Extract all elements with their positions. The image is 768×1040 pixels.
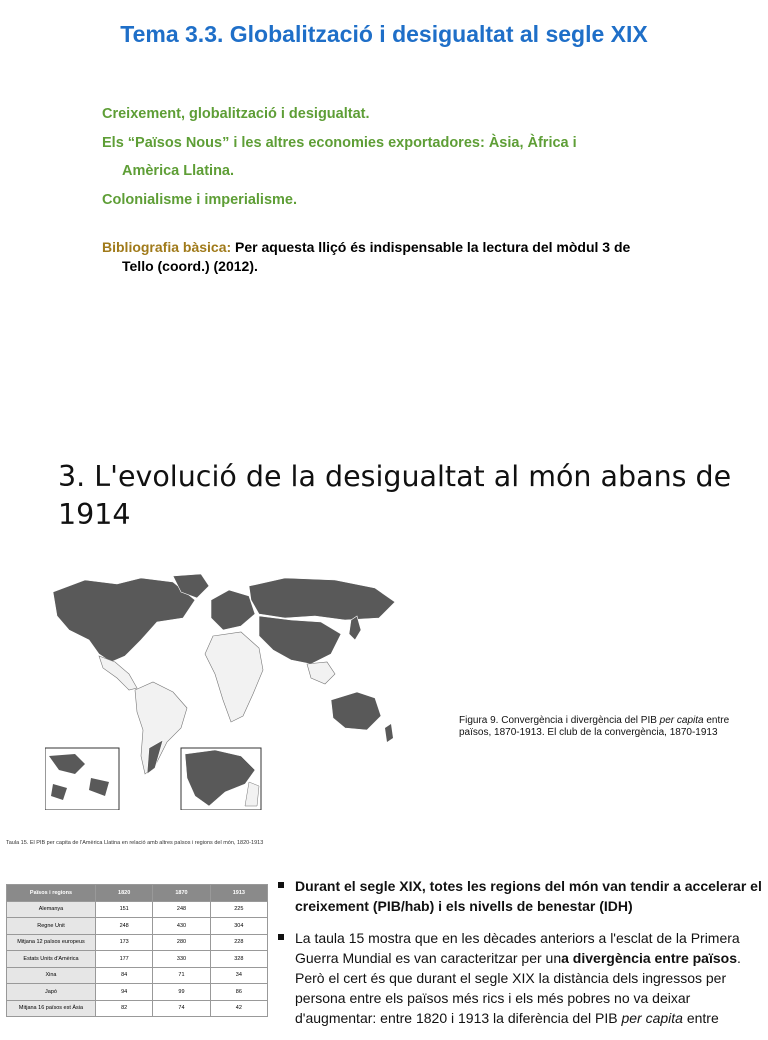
- table-cell: Regne Unit: [7, 918, 96, 935]
- table-cell: 84: [96, 967, 153, 984]
- table-cell: 177: [96, 951, 153, 968]
- table-cell: Alemanya: [7, 901, 96, 918]
- bullet-item-2: [278, 928, 766, 1028]
- gdp-table: [6, 884, 268, 1017]
- bullet-list: [278, 876, 766, 1028]
- bullet-2-text-c: . Però el cert és que durant el segle XIX la distància dels ingressos per persona entre els països més rics i els més pobres no va deixar d'augmentar: entre 1820 i 1913 la diferència del PIB: [295, 950, 741, 1026]
- table-cell: 430: [153, 918, 210, 935]
- bibliography-label: Bibliografia bàsica:: [102, 239, 232, 255]
- slide-body-text: [278, 876, 766, 1040]
- table-cell: 328: [210, 951, 267, 968]
- caption-text-post: entre països, 1870-1913. El club de la convergència, 1870-1913: [459, 715, 730, 738]
- table-cell: 82: [96, 1000, 153, 1017]
- topic-item-1: Creixement, globalització i desigualtat.: [102, 106, 370, 122]
- table-cell: 74: [153, 1000, 210, 1017]
- bullet-2-text-em: per capita: [621, 1010, 683, 1026]
- table-cell: 225: [210, 901, 267, 918]
- bibliography-text-line2: Tello (coord.) (2012).: [122, 258, 258, 274]
- topic-item-2: [102, 133, 702, 181]
- table-cell: 34: [210, 967, 267, 984]
- table-header-cell: 1870: [153, 885, 210, 902]
- topic-item-2-line1: Els “Països Nous” i les altres economies exportadores: Àsia, Àfrica i: [102, 135, 577, 151]
- table-cell: 173: [96, 934, 153, 951]
- slide-title: Tema 3.3. Globalització i desigualtat al segle XIX: [120, 21, 648, 47]
- section-title: 3. L'evolució de la desigualtat al món abans de 1914: [58, 460, 732, 531]
- table-cell: 280: [153, 934, 210, 951]
- bibliography: [102, 238, 702, 276]
- bullet-1-text: Durant el segle XIX, totes les regions del món van tendir a accelerar el creixement (PIB/hab) i els nivells de benestar (IDH): [295, 878, 762, 914]
- world-convergence-map: [45, 570, 401, 810]
- table-cell: Estats Units d'Amèrica: [7, 951, 96, 968]
- table-row: [7, 901, 268, 918]
- table-header-cell: 1913: [210, 885, 267, 902]
- bullet-2-text-a: La taula 15 mostra que en les dècades anteriors a l'esclat de la Primera Guerra Mundial es van caracteritzar per un: [295, 930, 740, 966]
- table-row: [7, 984, 268, 1001]
- table-caption: Taula 15. El PIB per capita de l'Amèrica Llatina en relació amb altres països i regions del món, 1820-1913: [6, 840, 264, 846]
- table-cell: 228: [210, 934, 267, 951]
- table-cell: 99: [153, 984, 210, 1001]
- table-cell: Japó: [7, 984, 96, 1001]
- table-cell: 151: [96, 901, 153, 918]
- table-cell: 248: [96, 918, 153, 935]
- caption-text-em: per capita: [659, 715, 704, 726]
- bullet-2-text-d: entre: [682, 1010, 719, 1026]
- table-cell: Xina: [7, 967, 96, 984]
- table-row: [7, 934, 268, 951]
- table-row: [7, 951, 268, 968]
- figure-caption: [459, 715, 739, 739]
- table-row: [7, 918, 268, 935]
- bullet-2-text-bold: a divergència entre països: [561, 950, 737, 966]
- table-header-row: [7, 885, 268, 902]
- table-header-cell: 1820: [96, 885, 153, 902]
- table-cell: 71: [153, 967, 210, 984]
- table-cell: Mitjana 12 països europeus: [7, 934, 96, 951]
- caption-text-pre: Figura 9. Convergència i divergència del PIB: [459, 715, 660, 726]
- table-header-cell: Països i regions: [7, 885, 96, 902]
- table-cell: 86: [210, 984, 267, 1001]
- table-cell: 304: [210, 918, 267, 935]
- table-cell: 94: [96, 984, 153, 1001]
- table-cell: 42: [210, 1000, 267, 1017]
- table-row: [7, 967, 268, 984]
- bibliography-text: Per aquesta lliçó és indispensable la lectura del mòdul 3 de: [231, 239, 631, 255]
- topic-item-2-line2: Amèrica Llatina.: [122, 163, 235, 179]
- table-row: [7, 1000, 268, 1017]
- table-cell: 330: [153, 951, 210, 968]
- bullet-item-1: [278, 876, 766, 916]
- topic-item-3: Colonialisme i imperialisme.: [102, 192, 298, 208]
- table-cell: Mitjana 16 països est Àsia: [7, 1000, 96, 1017]
- table-cell: 248: [153, 901, 210, 918]
